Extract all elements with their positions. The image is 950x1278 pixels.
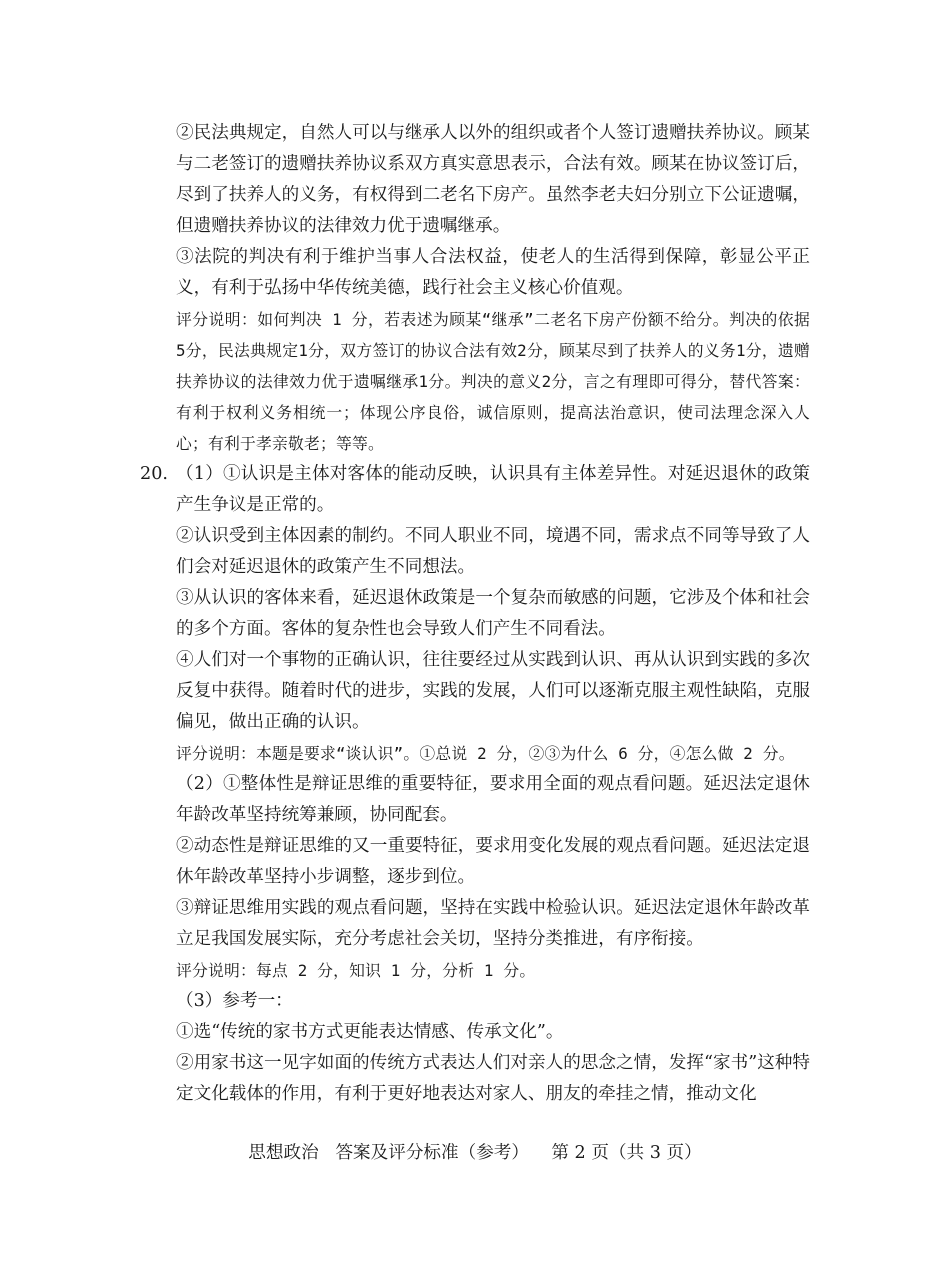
footer-page-number: 第 2 页（共 3 页） bbox=[551, 1143, 702, 1163]
answer-paragraph: ②民法典规定，自然人可以与继承人以外的组织或者个人签订遗赠扶养协议。顾某与二老签订的遗赠扶养协议系双方真实意思表示，合法有效。顾某在协议签订后，尽到了扶养人的义务，有权得到二老名下房产。虽然李老夫妇分别立下公证遗嘱，但遗赠扶养协议的法律效力优于遗嘱继承。 bbox=[176, 123, 810, 236]
footer-subject: 思想政治 bbox=[248, 1143, 319, 1163]
answer-paragraph: （1）①认识是主体对客体的能动反映，认识具有主体差异性。对延迟退休的政策产生争议是正常的。 bbox=[176, 464, 810, 515]
answer-paragraph: ②用家书这一见字如面的传统方式表达人们对亲人的思念之情，发挥“家书”这种特定文化载体的作用，有利于更好地表达对家人、朋友的牵挂之情，推动文化 bbox=[176, 1053, 810, 1104]
answer-paragraph: ③辩证思维用实践的观点看问题，坚持在实践中检验认识。延迟法定退休年龄改革立足我国发展实际，充分考虑社会关切，坚持分类推进，有序衔接。 bbox=[176, 898, 810, 949]
answer-paragraph: ①选“传统的家书方式更能表达情感、传承文化”。 bbox=[176, 1022, 564, 1042]
answer-paragraph: ②动态性是辩证思维的又一重要特征，要求用变化发展的观点看问题。延迟法定退休年龄改革坚持小步调整，逐步到位。 bbox=[176, 836, 810, 887]
answer-paragraph: （2）①整体性是辩证思维的重要特征，要求用全面的观点看问题。延迟法定退休年龄改革坚持统筹兼顾，协同配套。 bbox=[176, 774, 810, 825]
question-number: 20. bbox=[140, 464, 168, 484]
page-footer bbox=[0, 1138, 950, 1169]
scoring-note: 评分说明：如何判决 1 分，若表述为顾某“继承”二老名下房产份额不给分。判决的依据5分，民法典规定1分，双方签订的协议合法有效2分，顾某尽到了扶养人的义务1分，遗赠扶养协议的法律效力优于遗嘱继承1分。判决的意义2分，言之有理即可得分，替代答案：有利于权利义务相统一；体现公序良俗，诚信原则，提高法治意识，使司法理念深入人心；有利于孝亲敬老；等等。 bbox=[176, 310, 810, 453]
answer-subheading: （3）参考一： bbox=[176, 991, 293, 1011]
scoring-note: 评分说明：本题是要求“谈认识”。①总说 2 分，②③为什么 6 分，④怎么做 2 分。 bbox=[176, 744, 795, 763]
answer-paragraph: ③从认识的客体来看，延迟退休政策是一个复杂而敏感的问题，它涉及个体和社会的多个方面。客体的复杂性也会导致人们产生不同看法。 bbox=[176, 588, 810, 639]
scoring-note: 评分说明：每点 2 分，知识 1 分，分析 1 分。 bbox=[176, 961, 536, 980]
answer-paragraph: ②认识受到主体因素的制约。不同人职业不同，境遇不同，需求点不同等导致了人们会对延迟退休的政策产生不同想法。 bbox=[176, 526, 810, 577]
answer-paragraph: ④人们对一个事物的正确认识，往往要经过从实践到认识、再从认识到实践的多次反复中获得。随着时代的进步，实践的发展，人们可以逐渐克服主观性缺陷，克服偏见，做出正确的认识。 bbox=[176, 650, 810, 732]
question-20 bbox=[140, 459, 810, 1110]
answer-content bbox=[140, 118, 810, 1110]
answer-paragraph: ③法院的判决有利于维护当事人合法权益，使老人的生活得到保障，彰显公平正义，有利于弘扬中华传统美德，践行社会主义核心价值观。 bbox=[176, 247, 810, 298]
footer-title: 答案及评分标准（参考） bbox=[335, 1143, 529, 1163]
